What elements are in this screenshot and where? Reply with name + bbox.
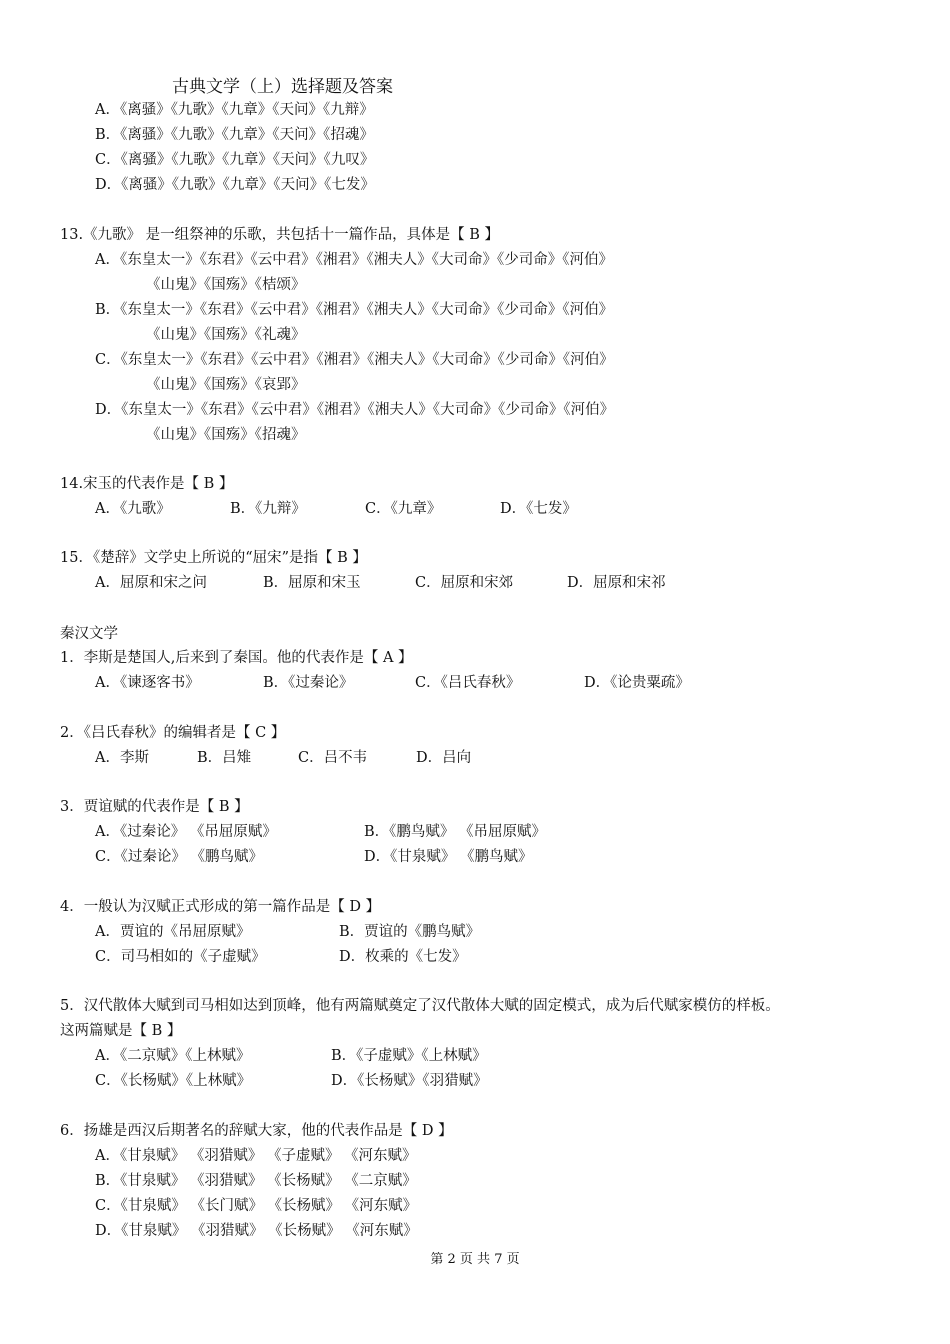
q13-option-a: A．《东皇太一》《东君》《云中君》《湘君》《湘夫人》《大司命》《少司命》《河伯》 [95, 252, 613, 268]
q13-stem: 13.《九歌》 是一组祭神的乐歌，共包括十一篇作品，具体是【 B 】 [60, 227, 500, 243]
s6-option-a: A．《甘泉赋》 《羽猎赋》 《子虚赋》 《河东赋》 [95, 1148, 417, 1164]
q14-option-a: A．《九歌》 [95, 501, 171, 517]
s5-stem: 5．汉代散体大赋到司马相如达到顶峰，他有两篇赋奠定了汉代散体大赋的固定模式，成为后代赋家模仿的样板。 [60, 998, 780, 1014]
s2-stem: 2．《吕氏春秋》的编辑者是【 C 】 [60, 725, 286, 741]
s1-stem: 1．李斯是楚国人,后来到了秦国。他的代表作是【 A 】 [60, 650, 413, 666]
s3-option-c: C．《过秦论》 《鹏鸟赋》 [95, 849, 263, 865]
s6-option-c: C．《甘泉赋》 《长门赋》 《长杨赋》 《河东赋》 [95, 1198, 418, 1214]
q12-option-b: B．《离骚》《九歌》《九章》《天问》《招魂》 [95, 127, 374, 143]
q13-option-d-cont: 《山鬼》《国殇》《招魂》 [146, 427, 306, 443]
s2-option-a: A．李斯 [95, 750, 149, 766]
s3-option-a: A．《过秦论》 《吊屈原赋》 [95, 824, 277, 840]
s1-option-a: A．《谏逐客书》 [95, 675, 200, 691]
s5-option-d: D．《长杨赋》《羽猎赋》 [331, 1073, 488, 1089]
q13-option-d: D．《东皇太一》《东君》《云中君》《湘君》《湘夫人》《大司命》《少司命》《河伯》 [95, 402, 615, 418]
s5-option-a: A．《二京赋》《上林赋》 [95, 1048, 251, 1064]
q15-option-b: B．屈原和宋玉 [263, 575, 361, 591]
document-title: 古典文学（上）选择题及答案 [172, 77, 393, 97]
s6-option-b: B．《甘泉赋》 《羽猎赋》 《长杨赋》 《二京赋》 [95, 1173, 417, 1189]
s5-stem-cont: 这两篇赋是【 B 】 [60, 1023, 182, 1039]
s3-option-d: D．《甘泉赋》 《鹏鸟赋》 [364, 849, 533, 865]
s1-option-b: B．《过秦论》 [263, 675, 354, 691]
q15-stem: 15．《楚辞》文学史上所说的“屈宋”是指【 B 】 [60, 550, 367, 566]
s5-option-c: C．《长杨赋》《上林赋》 [95, 1073, 252, 1089]
q12-option-a: A．《离骚》《九歌》《九章》《天问》《九辩》 [95, 102, 374, 118]
s6-stem: 6．扬雄是西汉后期著名的辞赋大家，他的代表作品是【 D 】 [60, 1123, 453, 1139]
q15-option-a: A．屈原和宋之问 [95, 575, 207, 591]
q13-option-b-cont: 《山鬼》《国殇》《礼魂》 [146, 327, 306, 343]
s2-option-b: B．吕雉 [197, 750, 252, 766]
s1-option-d: D．《论贵粟疏》 [584, 675, 690, 691]
q12-option-d: D．《离骚》《九歌》《九章》《天问》《七发》 [95, 177, 375, 193]
q15-option-d: D．屈原和宋祁 [567, 575, 666, 591]
s6-option-d: D．《甘泉赋》 《羽猎赋》 《长杨赋》 《河东赋》 [95, 1223, 418, 1239]
s5-option-b: B．《子虚赋》《上林赋》 [331, 1048, 487, 1064]
s4-option-b: B．贾谊的《鹏鸟赋》 [339, 924, 481, 940]
q14-option-b: B．《九辩》 [230, 501, 306, 517]
q15-option-c: C．屈原和宋郊 [415, 575, 514, 591]
q14-option-c: C．《九章》 [365, 501, 442, 517]
q14-stem: 14.宋玉的代表作是【 B 】 [60, 476, 234, 492]
page-footer: 第 2 页 共 7 页 [430, 1252, 520, 1267]
s3-stem: 3．贾谊赋的代表作是【 B 】 [60, 799, 249, 815]
s1-option-c: C．《吕氏春秋》 [415, 675, 521, 691]
q13-option-c-cont: 《山鬼》《国殇》《哀郢》 [146, 377, 306, 393]
q13-option-c: C．《东皇太一》《东君》《云中君》《湘君》《湘夫人》《大司命》《少司命》《河伯》 [95, 352, 614, 368]
q14-option-d: D．《七发》 [500, 501, 577, 517]
s3-option-b: B．《鹏鸟赋》 《吊屈原赋》 [364, 824, 547, 840]
q13-option-b: B．《东皇太一》《东君》《云中君》《湘君》《湘夫人》《大司命》《少司命》《河伯》 [95, 302, 614, 318]
s2-option-d: D．吕向 [416, 750, 472, 766]
s4-option-a: A．贾谊的《吊屈原赋》 [95, 924, 251, 940]
q13-option-a-cont: 《山鬼》《国殇》《桔颂》 [146, 277, 306, 293]
s4-option-d: D．枚乘的《七发》 [339, 949, 467, 965]
s2-option-c: C．吕不韦 [298, 750, 368, 766]
s4-option-c: C．司马相如的《子虚赋》 [95, 949, 266, 965]
q12-option-c: C．《离骚》《九歌》《九章》《天问》《九叹》 [95, 152, 375, 168]
section-heading: 秦汉文学 [60, 626, 118, 642]
s4-stem: 4．一般认为汉赋正式形成的第一篇作品是【 D 】 [60, 899, 381, 915]
